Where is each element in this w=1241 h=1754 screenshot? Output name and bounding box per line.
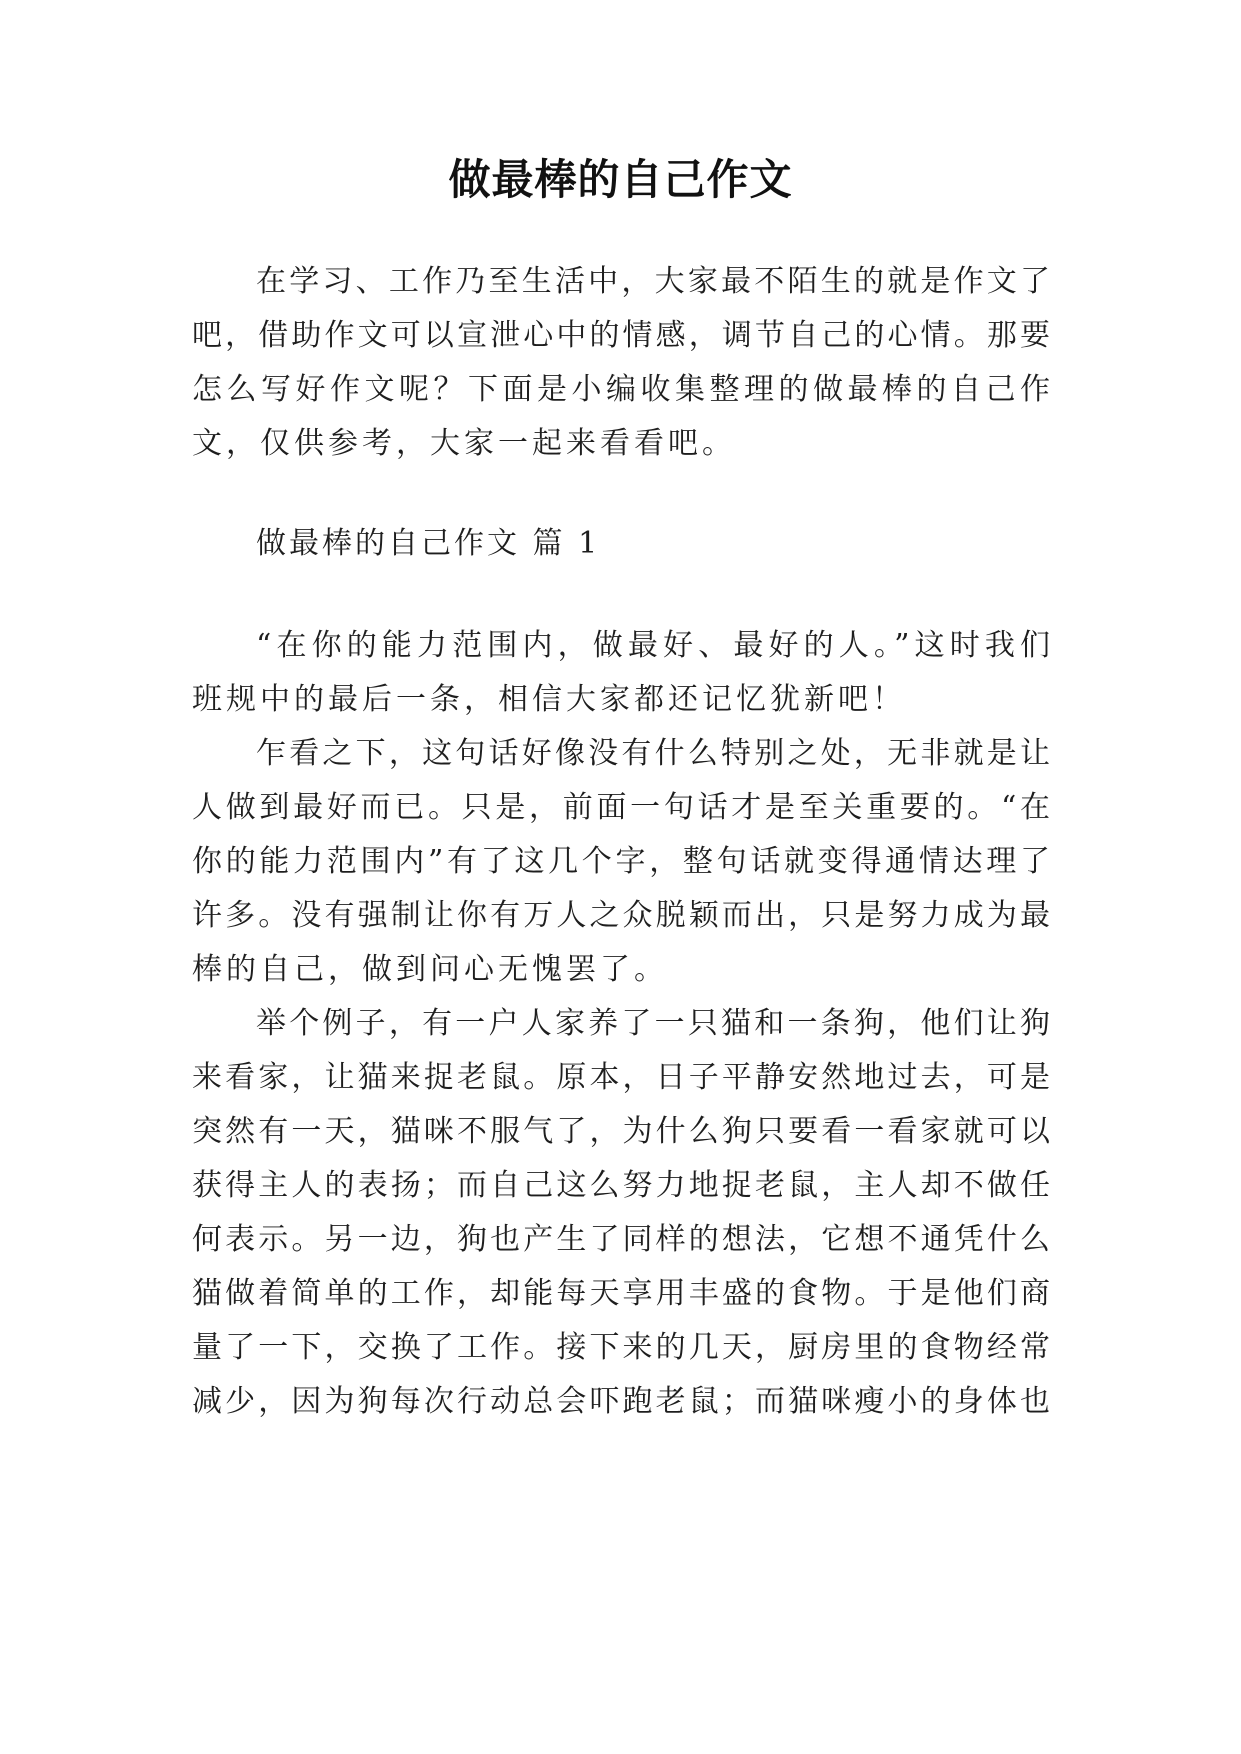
intro-line-3: 怎么写好作文呢？下面是小编收集整理的做最棒的自己作 [192, 372, 1050, 407]
para1-line-2: 班规中的最后一条，相信大家都还记忆犹新吧！ [192, 682, 906, 717]
intro-line-1: 在学习、工作乃至生活中，大家最不陌生的就是作文了 [256, 264, 1050, 299]
para1-line-1: “在你的能力范围内，做最好、最好的人。”这时我们 [256, 628, 1050, 663]
para2-line-4: 许多。没有强制让你有万人之众脱颖而出，只是努力成为最 [192, 898, 1050, 933]
para3-line-6: 猫做着简单的工作，却能每天享用丰盛的食物。于是他们商 [192, 1276, 1050, 1311]
para2-line-5: 棒的自己，做到问心无愧罢了。 [192, 952, 668, 987]
para3-line-7: 量了一下，交换了工作。接下来的几天，厨房里的食物经常 [192, 1330, 1050, 1365]
para3-line-4: 获得主人的表扬；而自己这么努力地捉老鼠，主人却不做任 [192, 1168, 1050, 1203]
para3-line-5: 何表示。另一边，狗也产生了同样的想法，它想不通凭什么 [192, 1222, 1050, 1257]
intro-line-2: 吧，借助作文可以宣泄心中的情感，调节自己的心情。那要 [192, 318, 1050, 353]
para3-line-2: 来看家，让猫来捉老鼠。原本，日子平静安然地过去，可是 [192, 1060, 1050, 1095]
para3-line-8: 减少，因为狗每次行动总会吓跑老鼠；而猫咪瘦小的身体也 [192, 1384, 1050, 1419]
para3-line-1: 举个例子，有一户人家养了一只猫和一条狗，他们让狗 [256, 1006, 1050, 1041]
para2-line-2: 人做到最好而已。只是，前面一句话才是至关重要的。“在 [192, 790, 1050, 825]
section-heading: 做最棒的自己作文 篇 1 [256, 526, 601, 561]
para2-line-1: 乍看之下，这句话好像没有什么特别之处，无非就是让 [256, 736, 1050, 771]
para2-line-3: 你的能力范围内”有了这几个字，整句话就变得通情达理了 [192, 844, 1050, 879]
intro-line-4: 文，仅供参考，大家一起来看看吧。 [192, 426, 736, 461]
document-title: 做最棒的自己作文 [448, 155, 793, 204]
para3-line-3: 突然有一天，猫咪不服气了，为什么狗只要看一看家就可以 [192, 1114, 1050, 1149]
